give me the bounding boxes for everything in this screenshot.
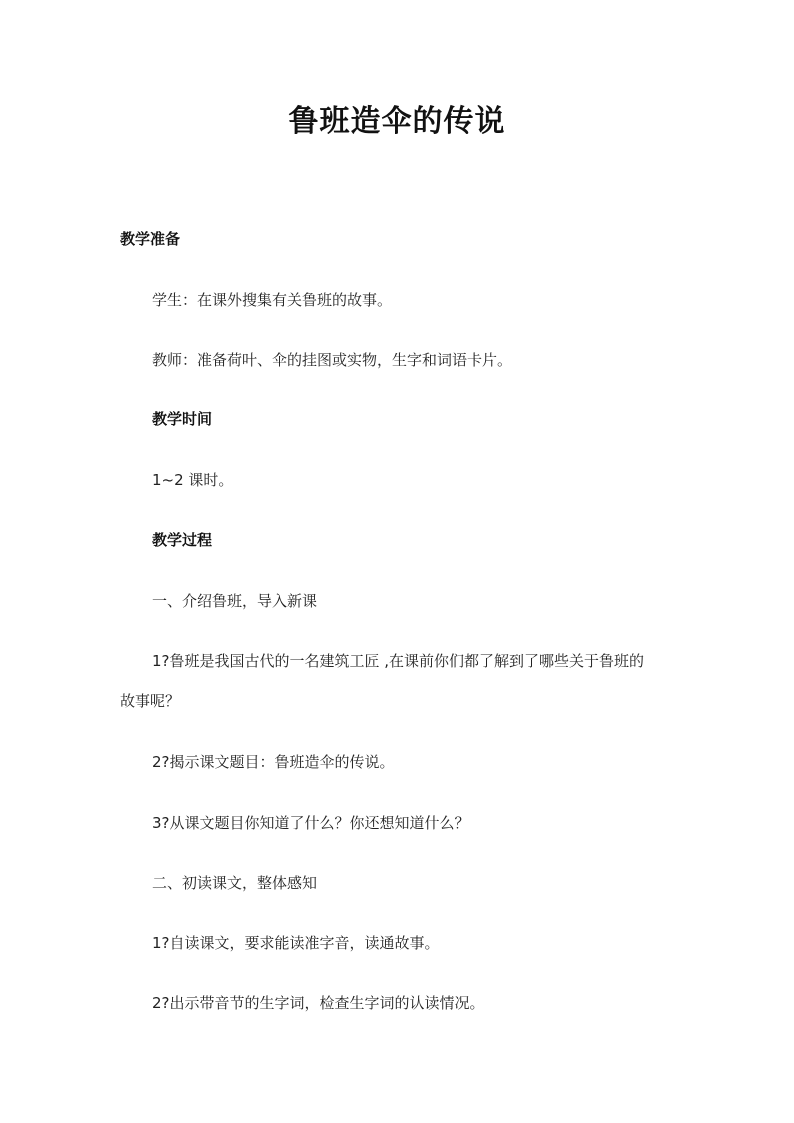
section-title-part2: 二、初读课文，整体感知 xyxy=(152,874,318,892)
paragraph-student: 学生：在课外搜集有关鲁班的故事。 xyxy=(152,291,393,309)
heading-teaching-time: 教学时间 xyxy=(152,410,213,428)
paragraph-p1-1-line1: 1?鲁班是我国古代的一名建筑工匠 ,在课前你们都了解到了哪些关于鲁班的 xyxy=(152,652,645,670)
paragraph-p1-1-line2: 故事呢？ xyxy=(120,692,181,710)
paragraph-p1-2: 2?揭示课文题目：鲁班造伞的传说。 xyxy=(152,753,395,771)
paragraph-teacher: 教师：准备荷叶、伞的挂图或实物，生字和词语卡片。 xyxy=(152,351,513,369)
document-title: 鲁班造伞的传说 xyxy=(288,104,506,139)
paragraph-p2-2: 2?出示带音节的生字词，检查生字词的认读情况。 xyxy=(152,994,485,1012)
paragraph-time-value: 1~2 课时。 xyxy=(152,471,234,489)
section-title-part1: 一、介绍鲁班，导入新课 xyxy=(152,592,318,610)
heading-teaching-process: 教学过程 xyxy=(152,531,213,549)
paragraph-p2-1: 1?自读课文，要求能读准字音，读通故事。 xyxy=(152,934,440,952)
heading-teaching-prep: 教学准备 xyxy=(120,230,181,248)
paragraph-p1-3: 3?从课文题目你知道了什么？你还想知道什么？ xyxy=(152,814,470,832)
